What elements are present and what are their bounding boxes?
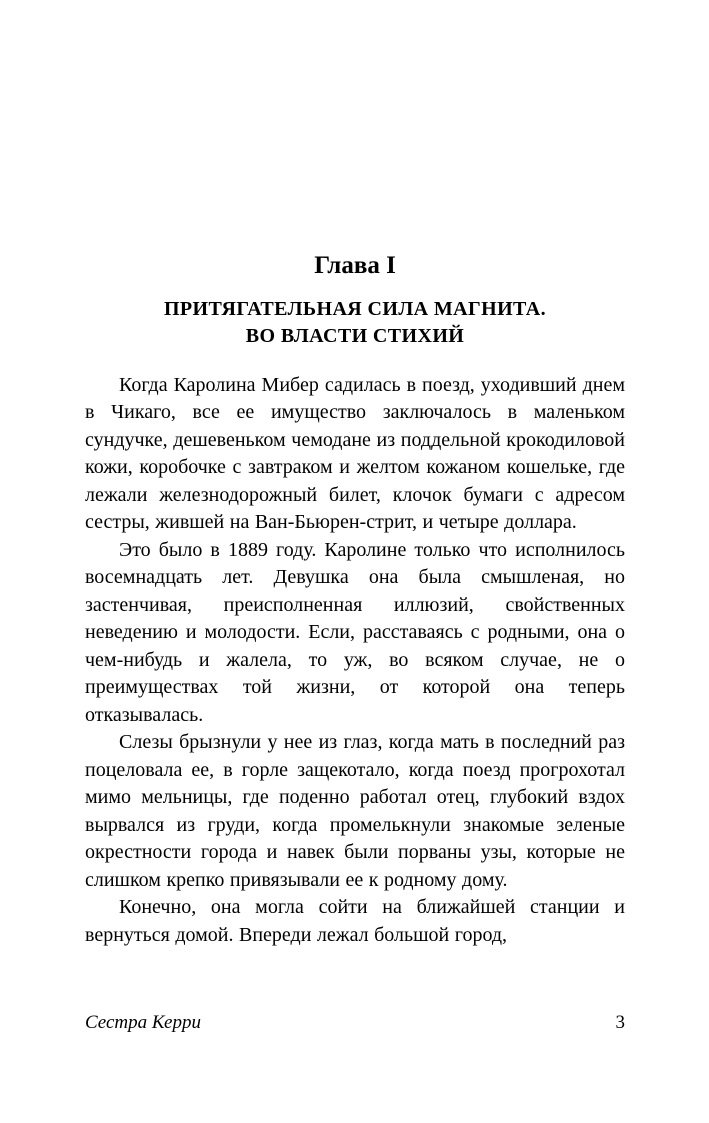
footer-book-title: Сестра Керри: [85, 1012, 201, 1033]
chapter-subtitle-line1: ПРИТЯГАТЕЛЬНАЯ СИЛА МАГНИТА.: [163, 297, 547, 320]
footer-page-number: 3: [615, 1012, 625, 1033]
body-paragraph: Когда Каролина Мибер садилась в поезд, уходивший днем в Чикаго, все ее имущество заключалось в маленьком сундучке, дешевеньком чемодане из поддельной крокодиловой кожи, коробочке с завтраком и желтом кожаном кошельке, где лежали железнодорожный билет, клочок бумаги с адресом сестры, жившей на Ван-Бьюрен-стрит, и четыре доллара.: [85, 373, 625, 533]
chapter-subtitle: [85, 296, 625, 350]
chapter-heading: Глава I: [314, 252, 396, 279]
body-text: [85, 372, 625, 950]
body-paragraph: Это было в 1889 году. Каролине только что исполнилось восемнадцать лет. Девушка она была смышленая, но застенчивая, преисполненная иллюзий, свойственных неведению и молодости. Если, расставаясь с родными, она о чем-нибудь и жалела, то уж, во всяком случае, не о преимуществах той жизни, от которой она теперь отказывалась.: [85, 538, 625, 726]
body-paragraph: Конечно, она могла сойти на ближайшей станции и вернуться домой. Впереди лежал большой город,: [85, 896, 625, 946]
chapter-subtitle-line2: ВО ВЛАСТИ СТИХИЙ: [245, 324, 465, 347]
page-content: [85, 252, 625, 949]
page-footer: [85, 1012, 625, 1034]
body-paragraph: Слезы брызнули у нее из глаз, когда мать в последний раз поцеловала ее, в горле защекотало, когда поезд прогрохотал мимо мельницы, где поденно работал отец, глубокий вздох вырвался из груди, когда промелькнули знакомые зеленые окрестности города и навек были порваны узы, которые не слишком крепко привязывали ее к родному дому.: [85, 731, 625, 891]
